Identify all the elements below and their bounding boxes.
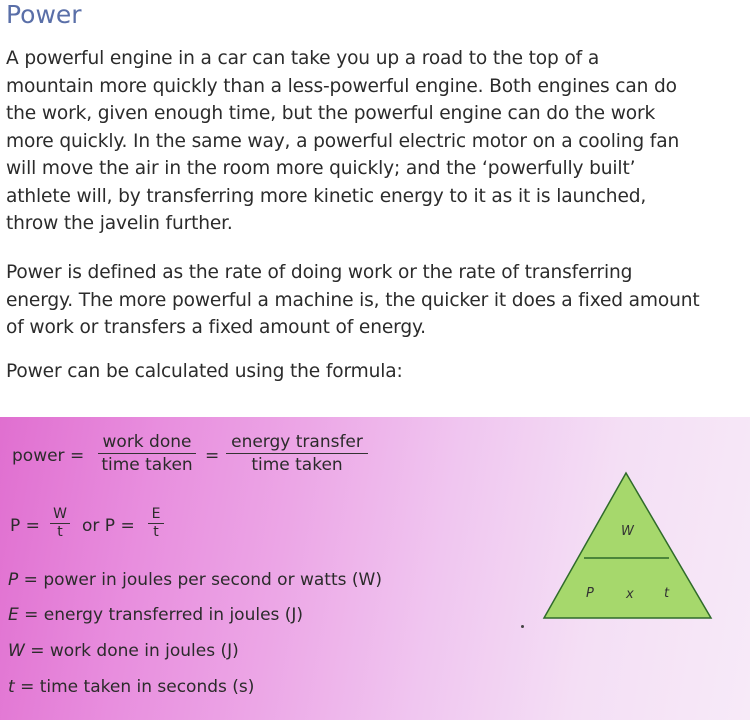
fraction-bar [226, 453, 368, 454]
intro-paragraph [6, 45, 750, 238]
definition-symbol: W [8, 641, 25, 661]
definition-text: = time taken in seconds (s) [14, 677, 255, 697]
triangle-bottom-mid-label: x [626, 587, 634, 602]
fraction-numerator: E [151, 506, 161, 522]
triangle-bottom-left-label: P [586, 586, 594, 601]
definition-text: = energy transferred in joules (J) [18, 605, 304, 625]
fraction-denominator: t [57, 524, 63, 540]
fraction-numerator: W [53, 506, 67, 522]
fraction-numerator: work done [102, 432, 192, 452]
definition-symbol: E [8, 605, 19, 625]
energy-over-time-fraction [226, 432, 368, 475]
fraction-numerator: energy transfer [231, 432, 363, 452]
fraction-denominator: time taken [101, 455, 193, 475]
paragraph-line: athlete will, by transferring more kinetic energy to it as it is launched, [6, 185, 647, 207]
or-p-equals-label: or P = [82, 516, 135, 536]
paragraph-line: will move the air in the room more quickly; and the ‘powerfully built’ [6, 158, 636, 179]
paragraph-line: more quickly. In the same way, a powerful electric motor on a cooling fan [6, 130, 680, 152]
definition-symbol: P [8, 570, 19, 590]
definition-power [8, 570, 382, 590]
power-label: power = [12, 446, 85, 466]
paragraph-line: A powerful engine in a car can take you up a road to the top of a [6, 48, 600, 69]
triangle-bottom-right-label: t [664, 586, 670, 601]
fraction-denominator: t [153, 524, 159, 540]
paragraph-line: mountain more quickly than a less-powerful engine. Both engines can do [6, 75, 677, 97]
definition-text: = power in joules per second or watts (W) [18, 570, 382, 590]
section-title: Power [6, 0, 82, 29]
w-over-t-fraction [50, 507, 70, 540]
definition-work [8, 641, 239, 661]
paragraph-line: energy. The more powerful a machine is, the quicker it does a fixed amount [6, 289, 700, 311]
paragraph-line: throw the javelin further. [6, 213, 233, 234]
triangle-top-label: W [621, 524, 634, 539]
stray-dot [521, 625, 524, 628]
paragraph-line: the work, given enough time, but the powerful engine can do the work [6, 103, 656, 124]
fraction-bar [98, 453, 196, 454]
formula-triangle [540, 470, 715, 622]
e-over-t-fraction [148, 507, 164, 540]
definition-time [8, 677, 254, 697]
equals-sign: = [205, 446, 220, 466]
formula-intro-paragraph [6, 358, 750, 386]
definition-symbol: t [8, 677, 15, 697]
definition-text: = work done in joules (J) [24, 641, 239, 661]
paragraph-line: Power is defined as the rate of doing work or the rate of transferring [6, 262, 633, 283]
definition-paragraph [6, 259, 750, 342]
paragraph-line: Power can be calculated using the formula: [6, 361, 403, 382]
p-equals-label: P = [10, 516, 40, 536]
work-over-time-fraction [98, 432, 196, 475]
definition-energy [8, 605, 303, 625]
paragraph-line: of work or transfers a fixed amount of energy. [6, 317, 426, 338]
fraction-denominator: time taken [251, 455, 343, 475]
